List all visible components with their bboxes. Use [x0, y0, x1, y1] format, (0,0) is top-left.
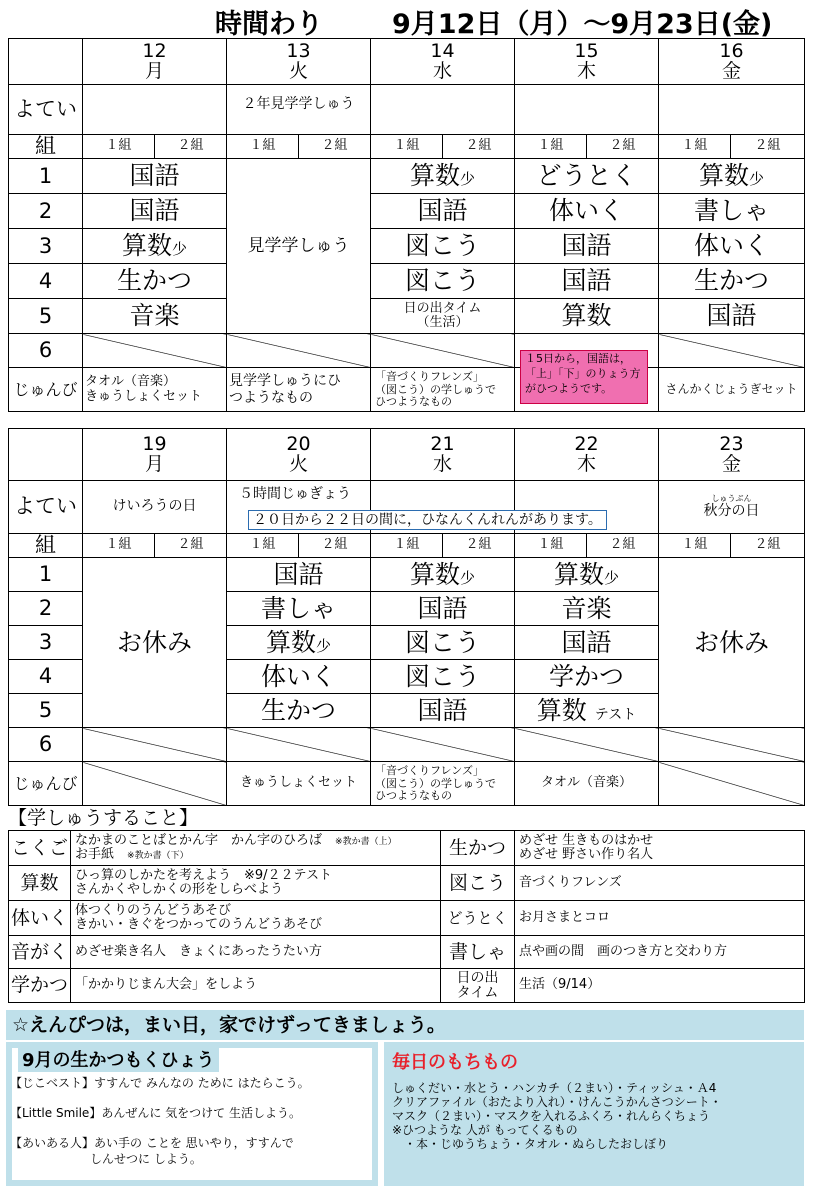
study-content: 生活（9/14） — [515, 969, 805, 1003]
subject-cell: 算数 テスト — [515, 694, 659, 728]
kumi-cell: ２組 — [299, 534, 371, 558]
study-subject-label: 日の出 タイム — [441, 969, 515, 1003]
junbi-cell: タオル（音楽） — [515, 762, 659, 806]
day-header: 20 火 — [227, 429, 371, 481]
study-subject-label: 体いく — [9, 901, 71, 936]
subject-cell: 体いく — [227, 660, 371, 694]
subject-cell: 算数 — [515, 299, 659, 334]
kumi-cell: １組 — [371, 135, 443, 159]
period-label: 1 — [9, 159, 83, 194]
subject-cell: 国語 — [515, 264, 659, 299]
subject-cell: 図こう — [371, 626, 515, 660]
yotei-label: よてい — [9, 85, 83, 135]
empty-cell — [659, 334, 805, 368]
subject-cell: 国語 — [515, 229, 659, 264]
day-header: 23 金 — [659, 429, 805, 481]
subject-cell: 書しゃ — [659, 194, 805, 229]
yotei-cell — [659, 85, 805, 135]
subject-cell: 図こう — [371, 229, 515, 264]
kumi-cell: １組 — [515, 534, 587, 558]
subject-cell: 算数少 — [515, 558, 659, 592]
kumi-cell: １組 — [659, 534, 731, 558]
subject-cell: 国語 — [659, 299, 805, 334]
subject-cell: 生かつ — [659, 264, 805, 299]
period-label: 2 — [9, 592, 83, 626]
subject-cell: 国語 — [371, 592, 515, 626]
junbi-label: じゅんび — [9, 762, 83, 806]
goal-item: しんせつに しよう。 — [90, 1152, 202, 1166]
study-subject-label: 音がく — [9, 936, 71, 969]
timetable-week2 — [8, 428, 805, 806]
empty-cell — [83, 728, 227, 762]
study-subject-label: こくご — [9, 831, 71, 866]
subject-cell: どうとく — [515, 159, 659, 194]
empty-cell — [659, 762, 805, 806]
kumi-cell: １組 — [659, 135, 731, 159]
subject-cell: 図こう — [371, 660, 515, 694]
empty-cell — [659, 728, 805, 762]
junbi-label: じゅんび — [9, 368, 83, 412]
empty-cell — [227, 334, 371, 368]
goal-item: 【じこベスト】すすんで みんなの ために はたらこう。 — [10, 1076, 310, 1090]
subject-cell: 算数少 — [371, 159, 515, 194]
kumi-cell: １組 — [227, 135, 299, 159]
period-label: 3 — [9, 626, 83, 660]
period-label: 5 — [9, 299, 83, 334]
junbi-cell: 「音づくりフレンズ」 （図こう）の学しゅうで ひつようなもの — [371, 762, 515, 806]
empty-cell — [83, 762, 227, 806]
study-content: 音づくりフレンズ — [515, 866, 805, 901]
yotei-cell — [515, 85, 659, 135]
subject-cell: 国語 — [83, 194, 227, 229]
empty-cell — [371, 728, 515, 762]
goal-item: 【Little Smile】あんぜんに 気をつけて 生活しよう。 — [10, 1106, 301, 1120]
empty-cell — [371, 334, 515, 368]
subject-cell: 書しゃ — [227, 592, 371, 626]
study-content: めざせ 生きものはかせ めざせ 野さい作り名人 — [515, 831, 805, 866]
belongings-line: ・本・じゆうちょう・タオル・ぬらしたおしぼり — [404, 1137, 669, 1151]
belongings-title: 毎日のもちもの — [392, 1052, 518, 1073]
day-header: 13 火 — [227, 39, 371, 85]
study-heading: 【学しゅうすること】 — [8, 807, 199, 829]
empty-cell — [227, 728, 371, 762]
study-content: お月さまとコロ — [515, 901, 805, 936]
subject-cell: 音楽 — [83, 299, 227, 334]
yotei-cell: けいろうの日 — [83, 481, 227, 534]
subject-cell: 算数少 — [227, 626, 371, 660]
study-subject-label: 書しゃ — [441, 936, 515, 969]
kumi-cell: １組 — [83, 534, 155, 558]
belongings-line: しゅくだい・水とう・ハンカチ（２まい）・ティッシュ・Ａ4 — [392, 1081, 717, 1095]
study-content: ひっ算のしかたを考えよう ※9/２２テスト さんかくやしかくの形をしらべよう — [71, 866, 441, 901]
study-subject-label: 学かつ — [9, 969, 71, 1003]
period-label: 2 — [9, 194, 83, 229]
period-label: 4 — [9, 264, 83, 299]
subject-cell: 見学学しゅう — [227, 159, 371, 334]
belongings-panel — [384, 1042, 804, 1186]
yotei-cell: ２年見学学しゅう — [227, 85, 371, 135]
belongings-line: マスク（２まい）・マスクを入れるふくろ・れんらくちょう — [392, 1109, 711, 1123]
period-label: 6 — [9, 728, 83, 762]
subject-cell: 生かつ — [83, 264, 227, 299]
subject-cell: 国語 — [83, 159, 227, 194]
junbi-cell: 「音づくりフレンズ」 （図こう）の学しゅうで ひつようなもの — [371, 368, 515, 412]
subject-cell: 図こう — [371, 264, 515, 299]
period-label: 1 — [9, 558, 83, 592]
page-title — [0, 2, 814, 40]
goal-item: 【あいある人】あい手の ことを 思いやり，すすんで — [10, 1136, 294, 1150]
subject-cell: 国語 — [227, 558, 371, 592]
title-main: 時間わり — [215, 9, 323, 40]
junbi-cell: さんかくじょうぎセット — [659, 368, 805, 412]
subject-cell: 国語 — [371, 194, 515, 229]
yotei-cell — [83, 85, 227, 135]
day-header: 21 水 — [371, 429, 515, 481]
study-content: めざせ楽き名人 きょくにあったうたい方 — [71, 936, 441, 969]
day-header: 12 月 — [83, 39, 227, 85]
subject-cell: 生かつ — [227, 694, 371, 728]
study-subject-label: 生かつ — [441, 831, 515, 866]
title-dates: 9月12日（月）～9月23日(金) — [392, 9, 773, 40]
pencil-reminder-banner: ☆えんぴつは，まい日，家でけずってきましょう。 — [6, 1010, 804, 1040]
day-header: 19 月 — [83, 429, 227, 481]
study-subject-label: どうとく — [441, 901, 515, 936]
kumi-cell: ２組 — [587, 135, 659, 159]
kumi-cell: ２組 — [731, 534, 805, 558]
subject-cell: 体いく — [659, 229, 805, 264]
study-content: 点や画の間 画のつき方と交わり方 — [515, 936, 805, 969]
day-header: 15 木 — [515, 39, 659, 85]
kumi-cell: ２組 — [155, 534, 227, 558]
junbi-cell: 見学学しゅうにひ つようなもの — [227, 368, 371, 412]
kumi-label: 組 — [9, 534, 83, 558]
kumi-cell: ２組 — [155, 135, 227, 159]
kumi-cell: １組 — [515, 135, 587, 159]
subject-cell: 音楽 — [515, 592, 659, 626]
subject-cell: 日の出タイム （生活） — [371, 299, 515, 334]
holiday-cell: お休み — [659, 558, 805, 728]
kumi-cell: ２組 — [731, 135, 805, 159]
period-label: 3 — [9, 229, 83, 264]
period-label: 4 — [9, 660, 83, 694]
yotei-cell: しゅうぶん 秋分の日 — [659, 481, 805, 534]
yotei-cell: ５時間じゅぎょう — [227, 481, 371, 534]
kumi-cell: １組 — [227, 534, 299, 558]
study-subject-label: 図こう — [441, 866, 515, 901]
yotei-cell — [371, 85, 515, 135]
empty-cell — [515, 728, 659, 762]
yotei-label: よてい — [9, 481, 83, 534]
day-header: 14 水 — [371, 39, 515, 85]
subject-cell: 体いく — [515, 194, 659, 229]
study-content: なかまのことばとかん字 かん字のひろば ※教か書（上） お手紙 ※教か書（下） — [71, 831, 441, 866]
subject-cell: 国語 — [515, 626, 659, 660]
holiday-cell: お休み — [83, 558, 227, 728]
period-label: 5 — [9, 694, 83, 728]
empty-cell — [83, 334, 227, 368]
note-kokugo: １5日から，国語は，「上」「下」のりょう方がひつようです。 — [520, 350, 648, 404]
study-subject-label: 算数 — [9, 866, 71, 901]
corner-cell — [9, 39, 83, 85]
subject-cell: 学かつ — [515, 660, 659, 694]
goals-title: 9月の生かつもくひょう — [18, 1046, 219, 1072]
subject-cell: 国語 — [371, 694, 515, 728]
day-header: 16 金 — [659, 39, 805, 85]
junbi-cell: きゅうしょくセット — [227, 762, 371, 806]
goals-panel — [6, 1042, 378, 1186]
kumi-cell: ２組 — [443, 135, 515, 159]
subject-cell: 算数少 — [659, 159, 805, 194]
kumi-cell: ２組 — [299, 135, 371, 159]
corner-cell — [9, 429, 83, 481]
timetable-week1 — [8, 38, 805, 412]
study-content: 「かかりじまん大会」をしよう — [71, 969, 441, 1003]
period-label: 6 — [9, 334, 83, 368]
study-content: 体つくりのうんどうあそび きかい・きぐをつかってのうんどうあそび — [71, 901, 441, 936]
kumi-label: 組 — [9, 135, 83, 159]
belongings-line: クリアファイル（おたより入れ）・けんこうかんさつシート・ — [392, 1095, 722, 1109]
study-table — [8, 830, 805, 1003]
day-header: 22 木 — [515, 429, 659, 481]
kumi-cell: ２組 — [443, 534, 515, 558]
notice-evacuation-drill: ２０日から２２日の間に，ひなんくんれんがあります。 — [248, 510, 607, 530]
kumi-cell: ２組 — [587, 534, 659, 558]
subject-cell: 算数少 — [83, 229, 227, 264]
kumi-cell: １組 — [371, 534, 443, 558]
kumi-cell: １組 — [83, 135, 155, 159]
subject-cell: 算数少 — [371, 558, 515, 592]
belongings-line: ※ひつような 人が もってくるもの — [392, 1123, 578, 1137]
junbi-cell: タオル（音楽） きゅうしょくセット — [83, 368, 227, 412]
